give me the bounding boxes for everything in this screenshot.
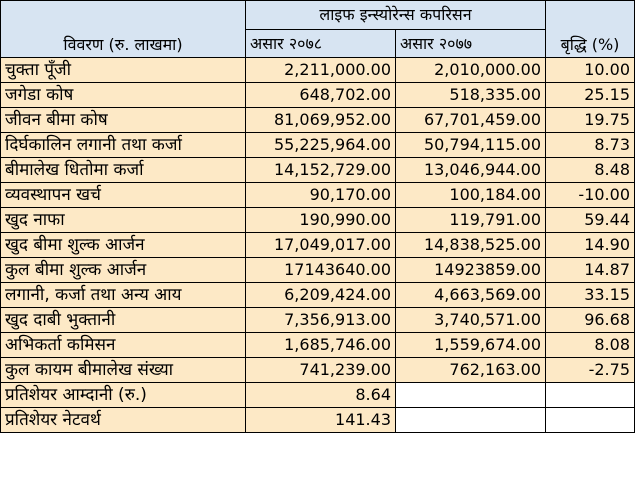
value-2077: 1,559,674.00	[396, 333, 546, 358]
table-row	[1, 208, 635, 233]
value-2078: 7,356,913.00	[246, 308, 396, 333]
table-row	[1, 83, 635, 108]
value-2078: 190,990.00	[246, 208, 396, 233]
value-2078: 1,685,746.00	[246, 333, 396, 358]
growth-value: 96.68	[546, 308, 635, 333]
growth-value: 25.15	[546, 83, 635, 108]
value-2078: 141.43	[246, 408, 396, 433]
table-row	[1, 183, 635, 208]
row-label: लगानी, कर्जा तथा अन्य आय	[1, 283, 246, 308]
col-2078-header: असार २०७८	[246, 30, 396, 58]
row-label: चुक्ता पूँजी	[1, 58, 246, 83]
value-2077: 518,335.00	[396, 83, 546, 108]
header-row-top	[1, 1, 635, 30]
table-row	[1, 133, 635, 158]
value-2078: 6,209,424.00	[246, 283, 396, 308]
value-2077: 2,010,000.00	[396, 58, 546, 83]
value-2078: 81,069,952.00	[246, 108, 396, 133]
row-label: खुद नाफा	[1, 208, 246, 233]
growth-value: 14.87	[546, 258, 635, 283]
value-2077: 13,046,944.00	[396, 158, 546, 183]
table-row	[1, 158, 635, 183]
value-2077	[396, 408, 546, 433]
row-label: खुद बीमा शुल्क आर्जन	[1, 233, 246, 258]
row-label: जीवन बीमा कोष	[1, 108, 246, 133]
label-column-header: विवरण (रु. लाखमा)	[1, 1, 246, 58]
table-row	[1, 108, 635, 133]
table-row	[1, 383, 635, 408]
growth-value: 8.73	[546, 133, 635, 158]
value-2077: 100,184.00	[396, 183, 546, 208]
value-2078: 2,211,000.00	[246, 58, 396, 83]
row-label: प्रतिशेयर नेटवर्थ	[1, 408, 246, 433]
row-label: अभिकर्ता कमिसन	[1, 333, 246, 358]
growth-value: -2.75	[546, 358, 635, 383]
value-2077: 762,163.00	[396, 358, 546, 383]
col-2077-header: असार २०७७	[396, 30, 546, 58]
value-2077: 3,740,571.00	[396, 308, 546, 333]
row-label: व्यवस्थापन खर्च	[1, 183, 246, 208]
table-row	[1, 58, 635, 83]
value-2078: 90,170.00	[246, 183, 396, 208]
table-row	[1, 258, 635, 283]
row-label: दिर्घकालिन लगानी तथा कर्जा	[1, 133, 246, 158]
growth-value: 59.44	[546, 208, 635, 233]
table-row	[1, 333, 635, 358]
row-label: बीमालेख धितोमा कर्जा	[1, 158, 246, 183]
value-2077: 4,663,569.00	[396, 283, 546, 308]
row-label: प्रतिशेयर आम्दानी (रु.)	[1, 383, 246, 408]
value-2078: 17143640.00	[246, 258, 396, 283]
value-2078: 55,225,964.00	[246, 133, 396, 158]
value-2078: 17,049,017.00	[246, 233, 396, 258]
group-title: लाइफ इन्स्योरेन्स कपरिसन	[246, 1, 546, 30]
table-row	[1, 308, 635, 333]
row-label: कुल बीमा शुल्क आर्जन	[1, 258, 246, 283]
value-2077: 14923859.00	[396, 258, 546, 283]
value-2077: 50,794,115.00	[396, 133, 546, 158]
growth-value: 8.08	[546, 333, 635, 358]
growth-value: 14.90	[546, 233, 635, 258]
value-2078: 648,702.00	[246, 83, 396, 108]
growth-value	[546, 408, 635, 433]
growth-value	[546, 383, 635, 408]
growth-value: 10.00	[546, 58, 635, 83]
value-2077: 119,791.00	[396, 208, 546, 233]
value-2077: 67,701,459.00	[396, 108, 546, 133]
row-label: खुद दाबी भुक्तानी	[1, 308, 246, 333]
value-2078: 8.64	[246, 383, 396, 408]
growth-value: 19.75	[546, 108, 635, 133]
value-2077: 14,838,525.00	[396, 233, 546, 258]
row-label: कुल कायम बीमालेख संख्या	[1, 358, 246, 383]
table-row	[1, 233, 635, 258]
value-2078: 741,239.00	[246, 358, 396, 383]
row-label: जगेडा कोष	[1, 83, 246, 108]
table-row	[1, 358, 635, 383]
growth-value: -10.00	[546, 183, 635, 208]
value-2078: 14,152,729.00	[246, 158, 396, 183]
value-2077	[396, 383, 546, 408]
growth-column-header: बृद्धि (%)	[546, 1, 635, 58]
table-row	[1, 408, 635, 433]
growth-value: 33.15	[546, 283, 635, 308]
growth-value: 8.48	[546, 158, 635, 183]
table-row	[1, 283, 635, 308]
